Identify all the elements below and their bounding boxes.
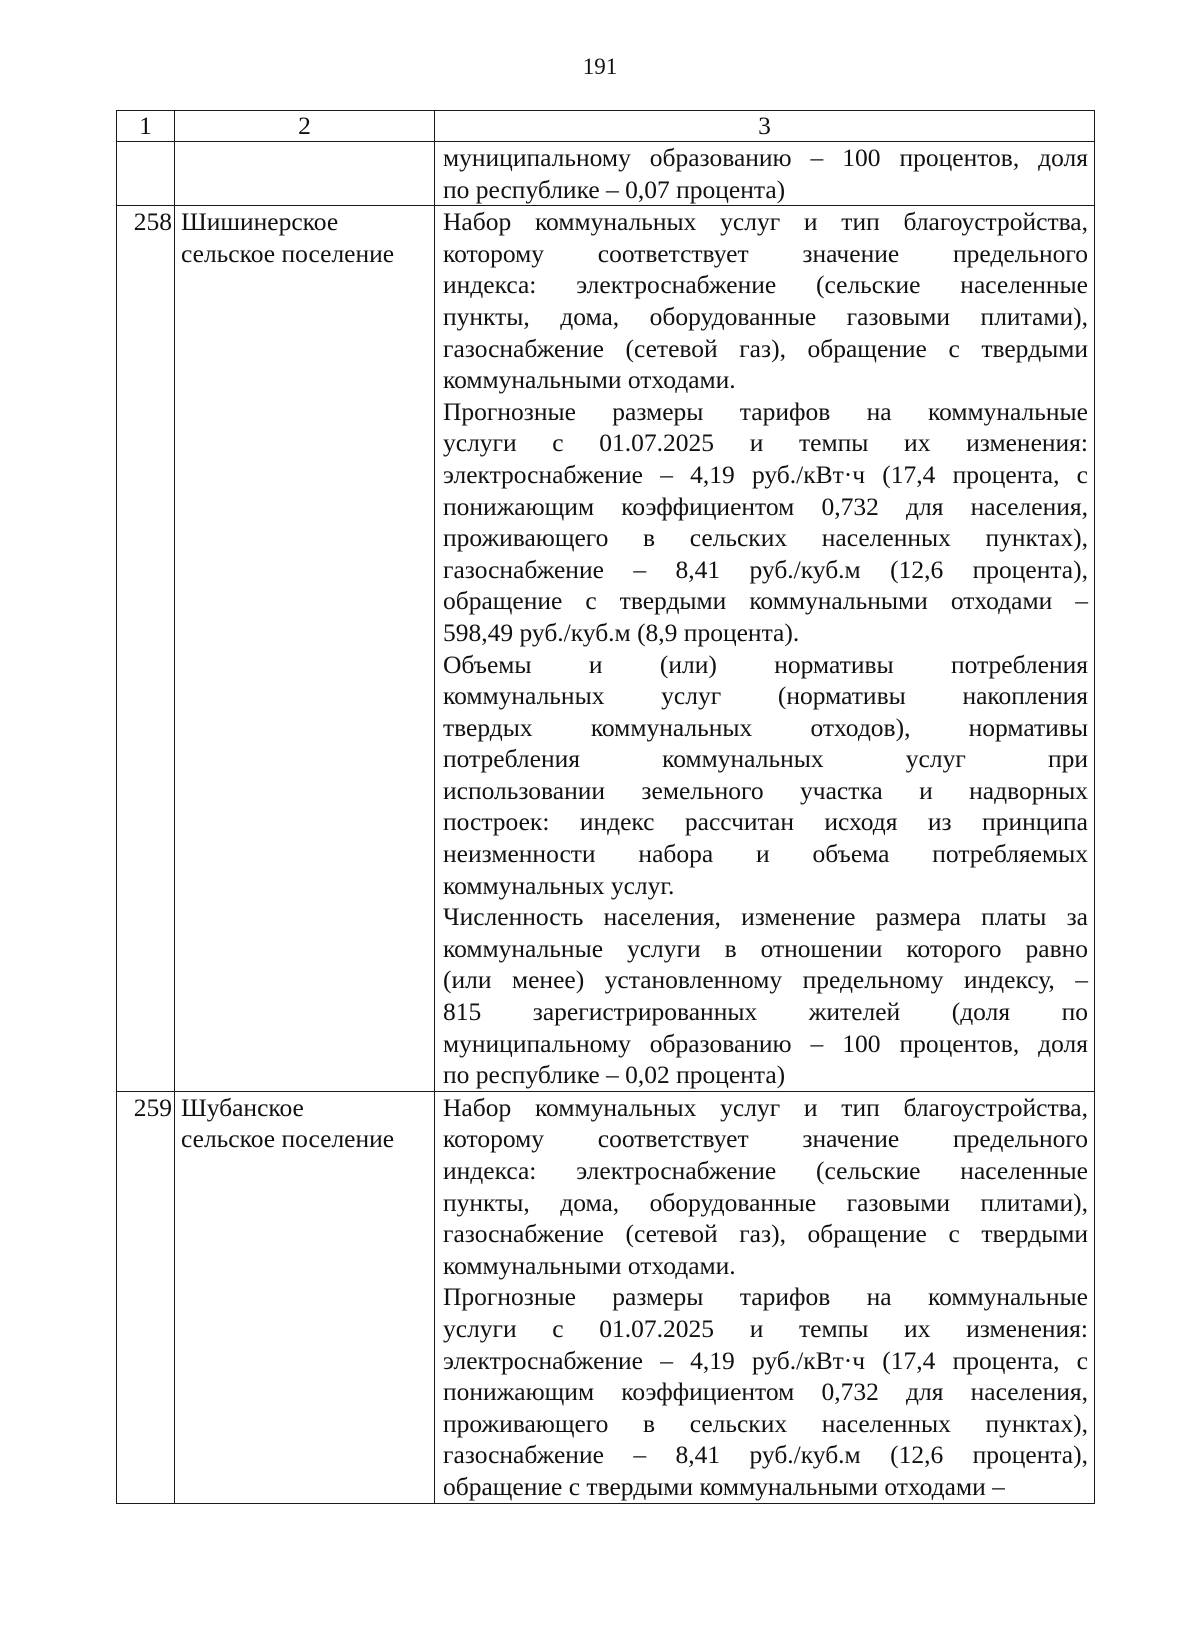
text-line: Набор коммунальных услуг и тип благоустройства, <box>443 1092 1088 1122</box>
text-line: использовании земельного участка и надворных <box>443 775 1088 805</box>
settlement-name-line: сельское поселение <box>181 238 395 268</box>
settlement-name-line: Шубанское <box>181 1092 304 1122</box>
continuation-paragraph <box>443 142 1088 205</box>
text-line: твердых коммунальных отходов), нормативы <box>443 712 1088 742</box>
text-line: услуги с 01.07.2025 и темпы их изменения: <box>443 1313 1088 1343</box>
table-row-continuation <box>117 142 1095 206</box>
description-paragraph <box>443 649 1088 902</box>
text-line: газоснабжение – 8,41 руб./куб.м (12,6 процента), <box>443 554 1088 584</box>
text-line: Прогнозные размеры тарифов на коммунальные <box>443 1282 1088 1312</box>
text-line: обращение с твердыми коммунальными отходами – <box>443 1471 1005 1501</box>
text-line: обращение с твердыми коммунальными отходами – <box>443 586 1088 616</box>
page-number: 191 <box>582 54 618 79</box>
table-row <box>117 206 1095 1092</box>
text-line: неизменности набора и объема потребляемых <box>443 839 1088 869</box>
text-line: Прогнозные размеры тарифов на коммунальные <box>443 396 1088 426</box>
settlement-name-line: Шишинерское <box>181 207 339 237</box>
text-line: по республике – 0,02 процента) <box>443 1060 786 1090</box>
text-line: коммунальные услуги в отношении которого равно <box>443 933 1088 963</box>
row-number: 259 <box>117 1091 175 1503</box>
settlement-name <box>175 206 435 1092</box>
text-line: коммунальных услуг (нормативы накопления <box>443 681 1088 711</box>
description-paragraph <box>443 1281 1088 1502</box>
text-line: газоснабжение (сетевой газ), обращение с твердыми <box>443 1219 1088 1249</box>
row-description <box>435 1091 1095 1503</box>
text-line: понижающим коэффициентом 0,732 для населения, <box>443 1377 1088 1407</box>
row-number: 258 <box>117 206 175 1092</box>
text-line: Численность населения, изменение размера платы за <box>443 902 1088 932</box>
text-line: построек: индекс рассчитан исходя из принципа <box>443 807 1088 837</box>
column-header-2: 2 <box>175 111 435 142</box>
text-line: проживающего в сельских населенных пунктах), <box>443 523 1088 553</box>
text-line: газоснабжение – 8,41 руб./куб.м (12,6 процента), <box>443 1440 1088 1470</box>
text-line: пункты, дома, оборудованные газовыми плитами), <box>443 301 1088 331</box>
tariff-table <box>116 110 1095 1504</box>
text-line: которому соответствует значение предельного <box>443 1124 1088 1154</box>
text-line: муниципальному образованию – 100 процентов, доля <box>443 1028 1088 1058</box>
text-line: потребления коммунальных услуг при <box>443 744 1088 774</box>
row-description <box>435 206 1095 1092</box>
text-line: коммунальных услуг. <box>443 870 675 900</box>
description-paragraph <box>443 206 1088 396</box>
column-header-3: 3 <box>435 111 1095 142</box>
text-line: по республике – 0,07 процента) <box>443 174 786 204</box>
continuation-num-cell <box>117 142 175 206</box>
text-line: понижающим коэффициентом 0,732 для населения, <box>443 491 1088 521</box>
settlement-name-line: сельское поселение <box>181 1124 395 1154</box>
column-header-1: 1 <box>117 111 175 142</box>
text-line: 598,49 руб./куб.м (8,9 процента). <box>443 617 800 647</box>
continuation-desc-cell <box>435 142 1095 206</box>
text-line: пункты, дома, оборудованные газовыми плитами), <box>443 1187 1088 1217</box>
continuation-name-cell <box>175 142 435 206</box>
table-header-row <box>117 111 1095 142</box>
text-line: индекса: электроснабжение (сельские населенные <box>443 270 1088 300</box>
text-line: коммунальными отходами. <box>443 1250 736 1280</box>
text-line: (или менее) установленному предельному индексу, – <box>443 965 1088 995</box>
text-line: электроснабжение – 4,19 руб./кВт·ч (17,4 процента, с <box>443 459 1088 489</box>
text-line: индекса: электроснабжение (сельские населенные <box>443 1156 1088 1185</box>
table-row <box>117 1091 1095 1503</box>
text-line: коммунальными отходами. <box>443 365 736 395</box>
description-paragraph <box>443 1092 1088 1282</box>
text-line: газоснабжение (сетевой газ), обращение с твердыми <box>443 333 1088 363</box>
text-line: услуги с 01.07.2025 и темпы их изменения: <box>443 428 1088 458</box>
text-line: электроснабжение – 4,19 руб./кВт·ч (17,4 процента, с <box>443 1345 1088 1375</box>
description-paragraph <box>443 396 1088 649</box>
text-line: Объемы и (или) нормативы потребления <box>443 649 1088 679</box>
text-line: которому соответствует значение предельного <box>443 238 1088 268</box>
text-line: 815 зарегистрированных жителей (доля по <box>443 997 1088 1027</box>
text-line: проживающего в сельских населенных пунктах), <box>443 1408 1088 1438</box>
description-paragraph <box>443 901 1088 1091</box>
text-line: муниципальному образованию – 100 процентов, доля <box>443 143 1088 172</box>
text-line: Набор коммунальных услуг и тип благоустройства, <box>443 207 1088 237</box>
settlement-name <box>175 1091 435 1503</box>
